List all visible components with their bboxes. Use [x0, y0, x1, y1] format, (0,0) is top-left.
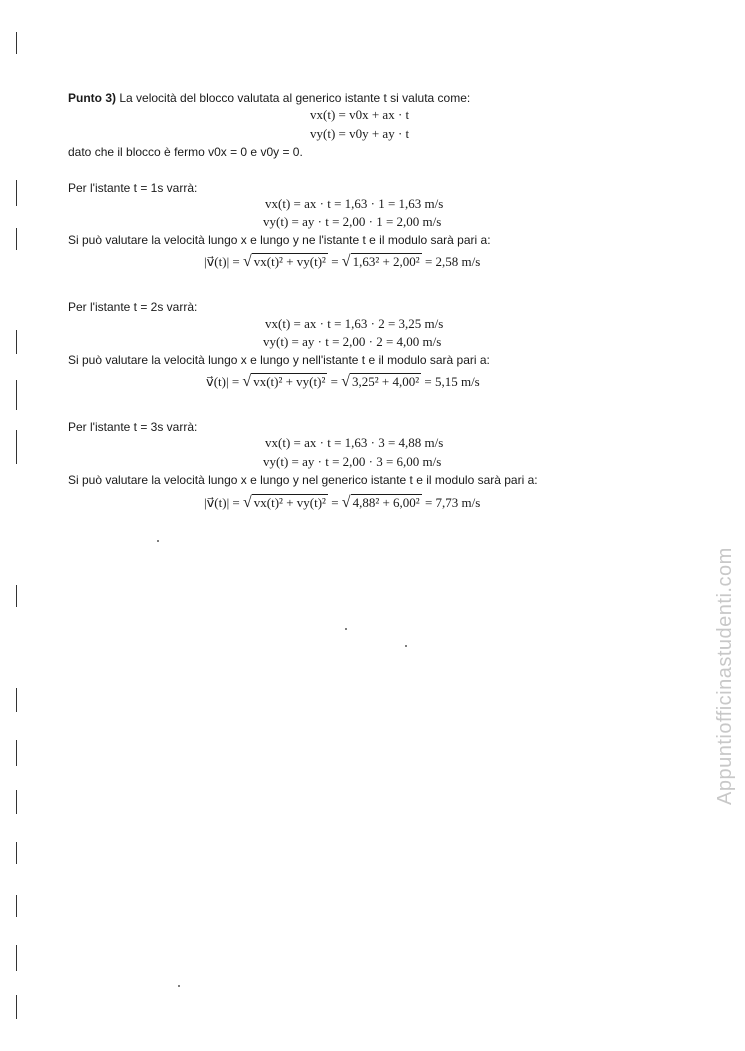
t1-modulus-text: Si può valutare la velocità lungo x e lungo y ne l'istante t e il modulo sarà pari a:	[68, 233, 491, 247]
scan-artifact	[16, 895, 17, 917]
t3-vy-equation: vy(t) = ay · t = 2,00 · 3 = 6,00 m/s	[263, 454, 442, 469]
intro-text: La velocità del blocco valutata al generico istante t si valuta come:	[119, 91, 471, 105]
modulus-lhs: |v⃗(t)| =	[204, 495, 243, 510]
scan-artifact	[16, 228, 17, 250]
t3-modulus-text: Si può valutare la velocità lungo x e lungo y nel generico istante t e il modulo sarà pari a:	[68, 473, 538, 487]
rest-condition-text: dato che il blocco è fermo v0x = 0 e v0y = 0.	[68, 145, 303, 159]
scan-artifact	[16, 945, 17, 971]
equation-vy: vy(t) = v0y + ay · t	[310, 126, 410, 141]
scan-artifact	[16, 585, 17, 607]
scan-speck	[405, 645, 407, 647]
scan-artifact	[16, 330, 17, 354]
sqrt-icon: √	[341, 253, 351, 270]
scan-artifact	[16, 430, 17, 464]
equals: =	[327, 374, 342, 389]
radicand-values: 1,63² + 2,00²	[352, 254, 420, 269]
t2-vx-equation: vx(t) = ax · t = 1,63 · 2 = 3,25 m/s	[265, 316, 444, 331]
scan-artifact	[16, 740, 17, 766]
sqrt-icon: √	[341, 494, 351, 511]
t2-modulus-equation	[206, 374, 480, 390]
equation-vx: vx(t) = v0x + ax · t	[310, 107, 410, 122]
scan-artifact	[16, 380, 17, 410]
modulus-result: = 5,15 m/s	[421, 374, 480, 389]
scan-artifact	[16, 32, 17, 54]
t3-intro: Per l'istante t = 3s varrà:	[68, 420, 198, 434]
t2-modulus-text: Si può valutare la velocità lungo x e lungo y nell'istante t e il modulo sarà pari a:	[68, 353, 490, 367]
scan-speck	[345, 628, 347, 630]
scan-artifact	[16, 995, 17, 1019]
equals: =	[327, 254, 342, 269]
t2-vy-equation: vy(t) = ay · t = 2,00 · 2 = 4,00 m/s	[263, 334, 442, 349]
t1-modulus-equation	[204, 254, 480, 270]
section-heading: Punto 3)	[68, 91, 116, 105]
sqrt-icon: √	[341, 373, 350, 390]
t2-intro: Per l'istante t = 2s varrà:	[68, 300, 198, 314]
modulus-result: = 2,58 m/s	[421, 254, 481, 269]
equals: =	[327, 495, 342, 510]
scan-speck	[178, 985, 180, 987]
sqrt-icon: √	[242, 373, 252, 390]
punto3-intro	[68, 90, 470, 106]
radicand: vx(t)² + vy(t)²	[253, 495, 326, 510]
radicand: vx(t)² + vy(t)²	[253, 374, 326, 389]
t1-vx-equation: vx(t) = ax · t = 1,63 · 1 = 1,63 m/s	[265, 196, 444, 211]
radicand-values: 4,88² + 6,00²	[352, 495, 420, 510]
scan-speck	[157, 540, 159, 542]
scan-artifact	[16, 688, 17, 712]
scan-artifact	[16, 842, 17, 864]
modulus-lhs: |v⃗(t)| =	[204, 254, 243, 269]
radicand: vx(t)² + vy(t)²	[253, 254, 326, 269]
t1-intro: Per l'istante t = 1s varrà:	[68, 181, 198, 195]
t3-vx-equation: vx(t) = ax · t = 1,63 · 3 = 4,88 m/s	[265, 435, 444, 450]
modulus-lhs: v⃗(t)| =	[206, 374, 243, 389]
watermark: Appuntiofficinastudenti.com	[714, 547, 736, 805]
scan-artifact	[16, 790, 17, 814]
sqrt-icon: √	[243, 253, 252, 270]
scan-artifact	[16, 180, 17, 206]
sqrt-icon: √	[243, 494, 252, 511]
modulus-result: = 7,73 m/s	[421, 495, 481, 510]
t1-vy-equation: vy(t) = ay · t = 2,00 · 1 = 2,00 m/s	[263, 214, 442, 229]
t3-modulus-equation	[204, 495, 480, 511]
radicand-values: 3,25² + 4,00²	[351, 374, 420, 389]
